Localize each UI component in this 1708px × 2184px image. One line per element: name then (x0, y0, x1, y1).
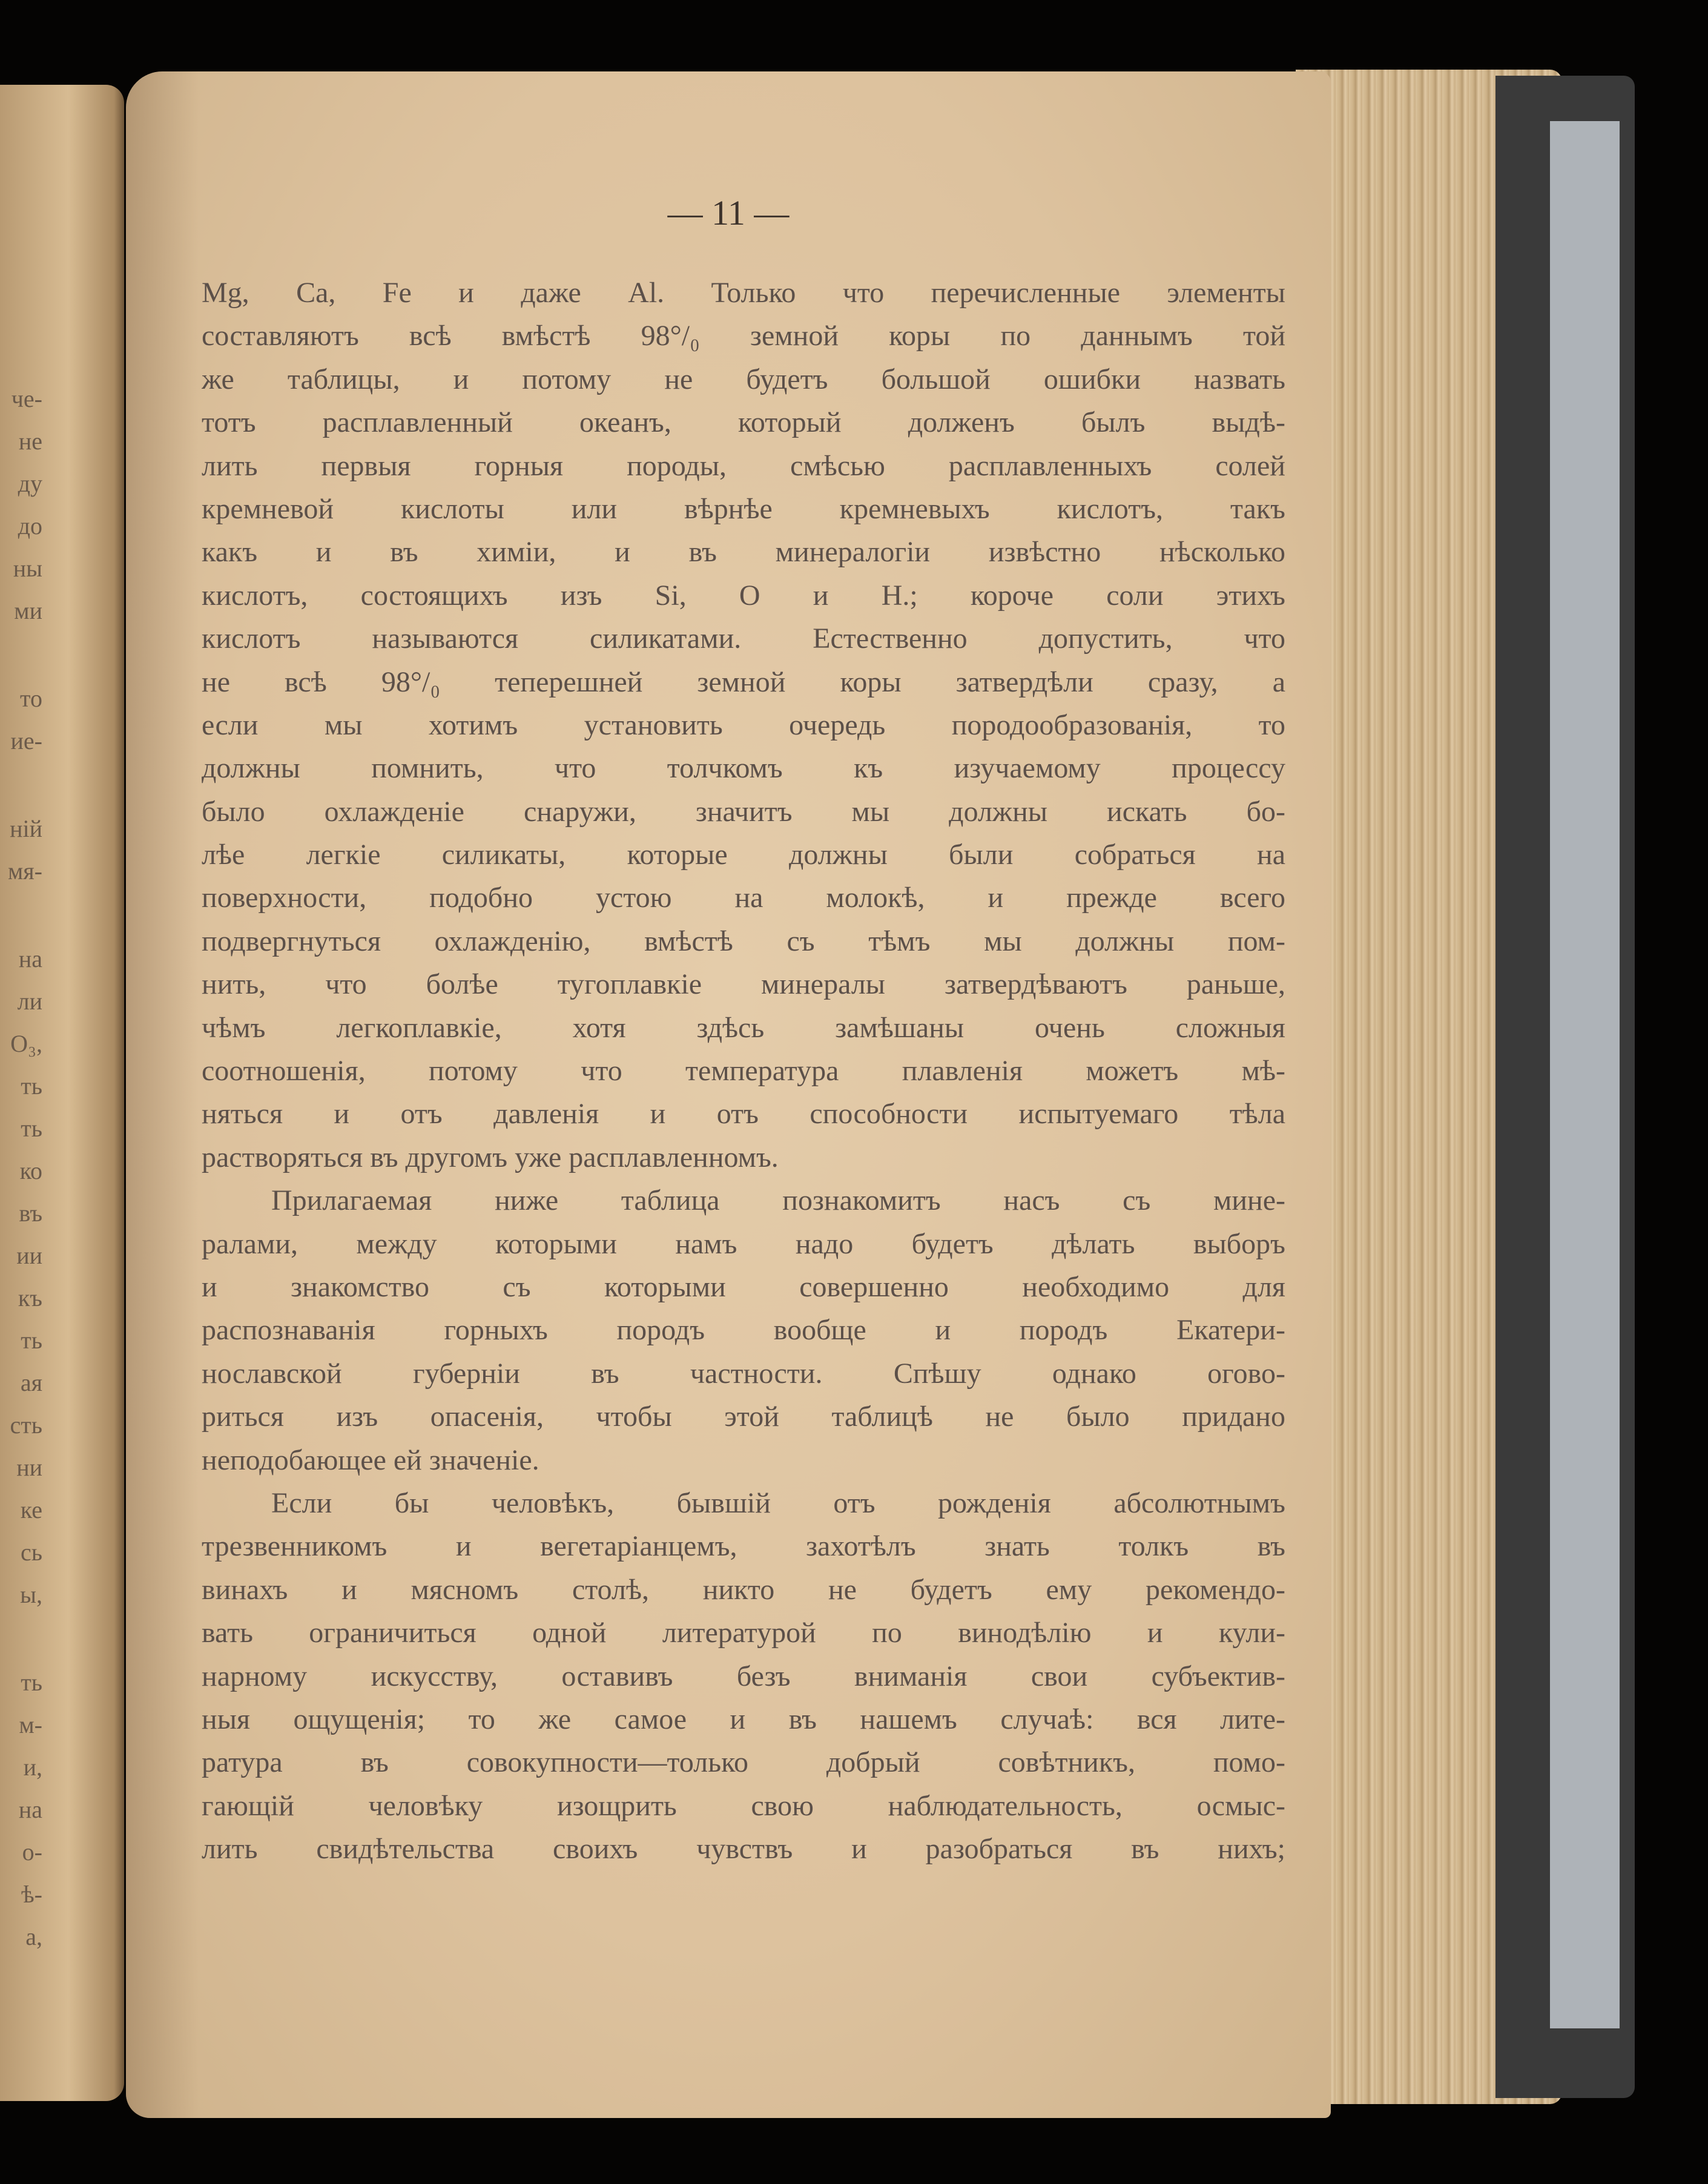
text-line: винахъ и мясномъ столѣ, никто не будетъ ему рекомендо- (202, 1573, 1285, 1606)
text-line: лѣе легкіе силикаты, которые должны были собраться на (202, 839, 1285, 871)
text-line: тотъ расплавленный океанъ, который долженъ былъ выдѣ- (202, 406, 1285, 439)
fragment-line: ке (20, 1496, 42, 1523)
text-line: ныя ощущенія; то же самое и въ нашемъ случаѣ: вся лите- (202, 1703, 1285, 1735)
text-line: ралами, между которыми намъ надо будетъ дѣлать выборъ (202, 1227, 1285, 1260)
fragment-line: на (18, 1796, 42, 1823)
fragment-line: а, (25, 1923, 42, 1950)
fragment-line: до (18, 512, 42, 539)
fragment-line: ко (19, 1157, 42, 1184)
text-line: гающій человѣку изощрить свою наблюдательность, осмыс- (202, 1789, 1285, 1822)
fragment-line: ны (13, 555, 42, 582)
text-line: неподобающее ей значеніе. (202, 1443, 539, 1476)
text-line: Прилагаемая ниже таблица познакомитъ насъ съ мине- (271, 1184, 1285, 1217)
fragment-line: ни (16, 1454, 42, 1481)
fragment-line: ая (20, 1369, 42, 1396)
fragment-line: ѣ- (21, 1881, 42, 1908)
page-gutter-shadow (126, 71, 199, 2118)
text-line: няться и отъ давленія и отъ способности испытуемаго тѣла (202, 1098, 1285, 1130)
text-line: должны помнить, что толчкомъ къ изучаемому процессу (202, 752, 1285, 785)
fragment-line: ми (14, 597, 42, 624)
fragment-line: ли (17, 988, 42, 1015)
cover-board (1550, 121, 1620, 2028)
fragment-line: то (20, 685, 42, 712)
text-line: лить свидѣтельства своихъ чувствъ и разобраться въ нихъ; (202, 1833, 1285, 1866)
page-body-text (202, 271, 1285, 1870)
text-line: составляютъ всѣ вмѣстѣ 98°/₀ земной коры по даннымъ той (202, 320, 1285, 352)
fragment-line: ду (18, 470, 42, 497)
text-line: и знакомство съ которыми совершенно необходимо для (202, 1270, 1285, 1303)
text-line: Mg, Ca, Fe и даже Al. Только что перечисленные элементы (202, 277, 1285, 309)
fragment-line: о- (22, 1838, 42, 1866)
text-line: растворяться въ другомъ уже расплавленномъ. (202, 1141, 779, 1173)
fragment-line: мя- (7, 857, 42, 885)
text-line: соотношенія, потому что температура плавленія можетъ мѣ- (202, 1055, 1285, 1087)
text-line: если мы хотимъ установить очередь породообразованія, то (202, 708, 1285, 741)
text-line: подвергнуться охлажденію, вмѣстѣ съ тѣмъ мы должны пом- (202, 925, 1285, 957)
fragment-line: сть (10, 1411, 42, 1439)
fragment-line: че- (11, 385, 42, 412)
book-page (126, 71, 1331, 2118)
text-line: распознаванія горныхъ породъ вообще и породъ Екатери- (202, 1314, 1285, 1347)
fragment-line: ы, (20, 1581, 42, 1608)
fragment-line: ній (10, 815, 42, 842)
fragment-line: и, (23, 1753, 42, 1781)
text-line: кислотъ, состоящихъ изъ Si, O и H.; короче соли этихъ (202, 579, 1285, 612)
page-number: — 11 — (667, 193, 790, 233)
text-line: кремневой кислоты или вѣрнѣе кремневыхъ кислотъ, такъ (202, 492, 1285, 525)
text-line: не всѣ 98°/₀ теперешней земной коры затвердѣли сразу, а (202, 665, 1285, 698)
text-line: же таблицы, и потому не будетъ большой ошибки назвать (202, 363, 1285, 395)
text-line: нославской губерніи въ частности. Спѣшу однако огово- (202, 1357, 1285, 1390)
text-line: нарному искусству, оставивъ безъ вниманія свои субъектив- (202, 1660, 1285, 1692)
text-line: риться изъ опасенія, чтобы этой таблицѣ не было придано (202, 1400, 1285, 1433)
text-line: вать ограничиться одной литературой по винодѣлію и кули- (202, 1617, 1285, 1649)
text-line: трезвенникомъ и вегетаріанцемъ, захотѣлъ знать толкъ въ (202, 1530, 1285, 1563)
left-facing-page (0, 85, 124, 2101)
fragment-line: ть (21, 1072, 42, 1100)
fragment-line: къ (18, 1284, 42, 1311)
text-line: было охлажденіе снаружи, значитъ мы должны искать бо- (202, 795, 1285, 828)
fragment-line: въ (19, 1199, 42, 1227)
fragment-line: ии (16, 1242, 42, 1269)
fragment-line: ть (21, 1115, 42, 1142)
text-line: лить первыя горныя породы, смѣсью расплавленныхъ солей (202, 449, 1285, 482)
fragment-line: м- (19, 1711, 42, 1738)
fragment-line: O₃, (10, 1030, 42, 1057)
text-line: чѣмъ легкоплавкіе, хотя здѣсь замѣшаны очень сложныя (202, 1011, 1285, 1044)
fragment-line: не (18, 427, 42, 455)
text-line: кислотъ называются силикатами. Естественно допустить, что (202, 622, 1285, 655)
text-line: поверхности, подобно устою на молокѣ, и прежде всего (202, 882, 1285, 914)
fragment-line: ие- (10, 727, 42, 754)
text-line: Если бы человѣкъ, бывшій отъ рожденія абсолютнымъ (271, 1486, 1285, 1519)
fragment-line: ть (21, 1327, 42, 1354)
fragment-line: ть (21, 1669, 42, 1696)
text-line: какъ и въ химіи, и въ минералогіи извѣстно нѣсколько (202, 536, 1285, 569)
fragment-line: сь (21, 1539, 42, 1566)
text-line: ратура въ совокупности—только добрый совѣтникъ, помо- (202, 1746, 1285, 1779)
text-line: нить, что болѣе тугоплавкіе минералы затвердѣваютъ раньше, (202, 968, 1285, 1001)
fragment-line: на (18, 945, 42, 972)
